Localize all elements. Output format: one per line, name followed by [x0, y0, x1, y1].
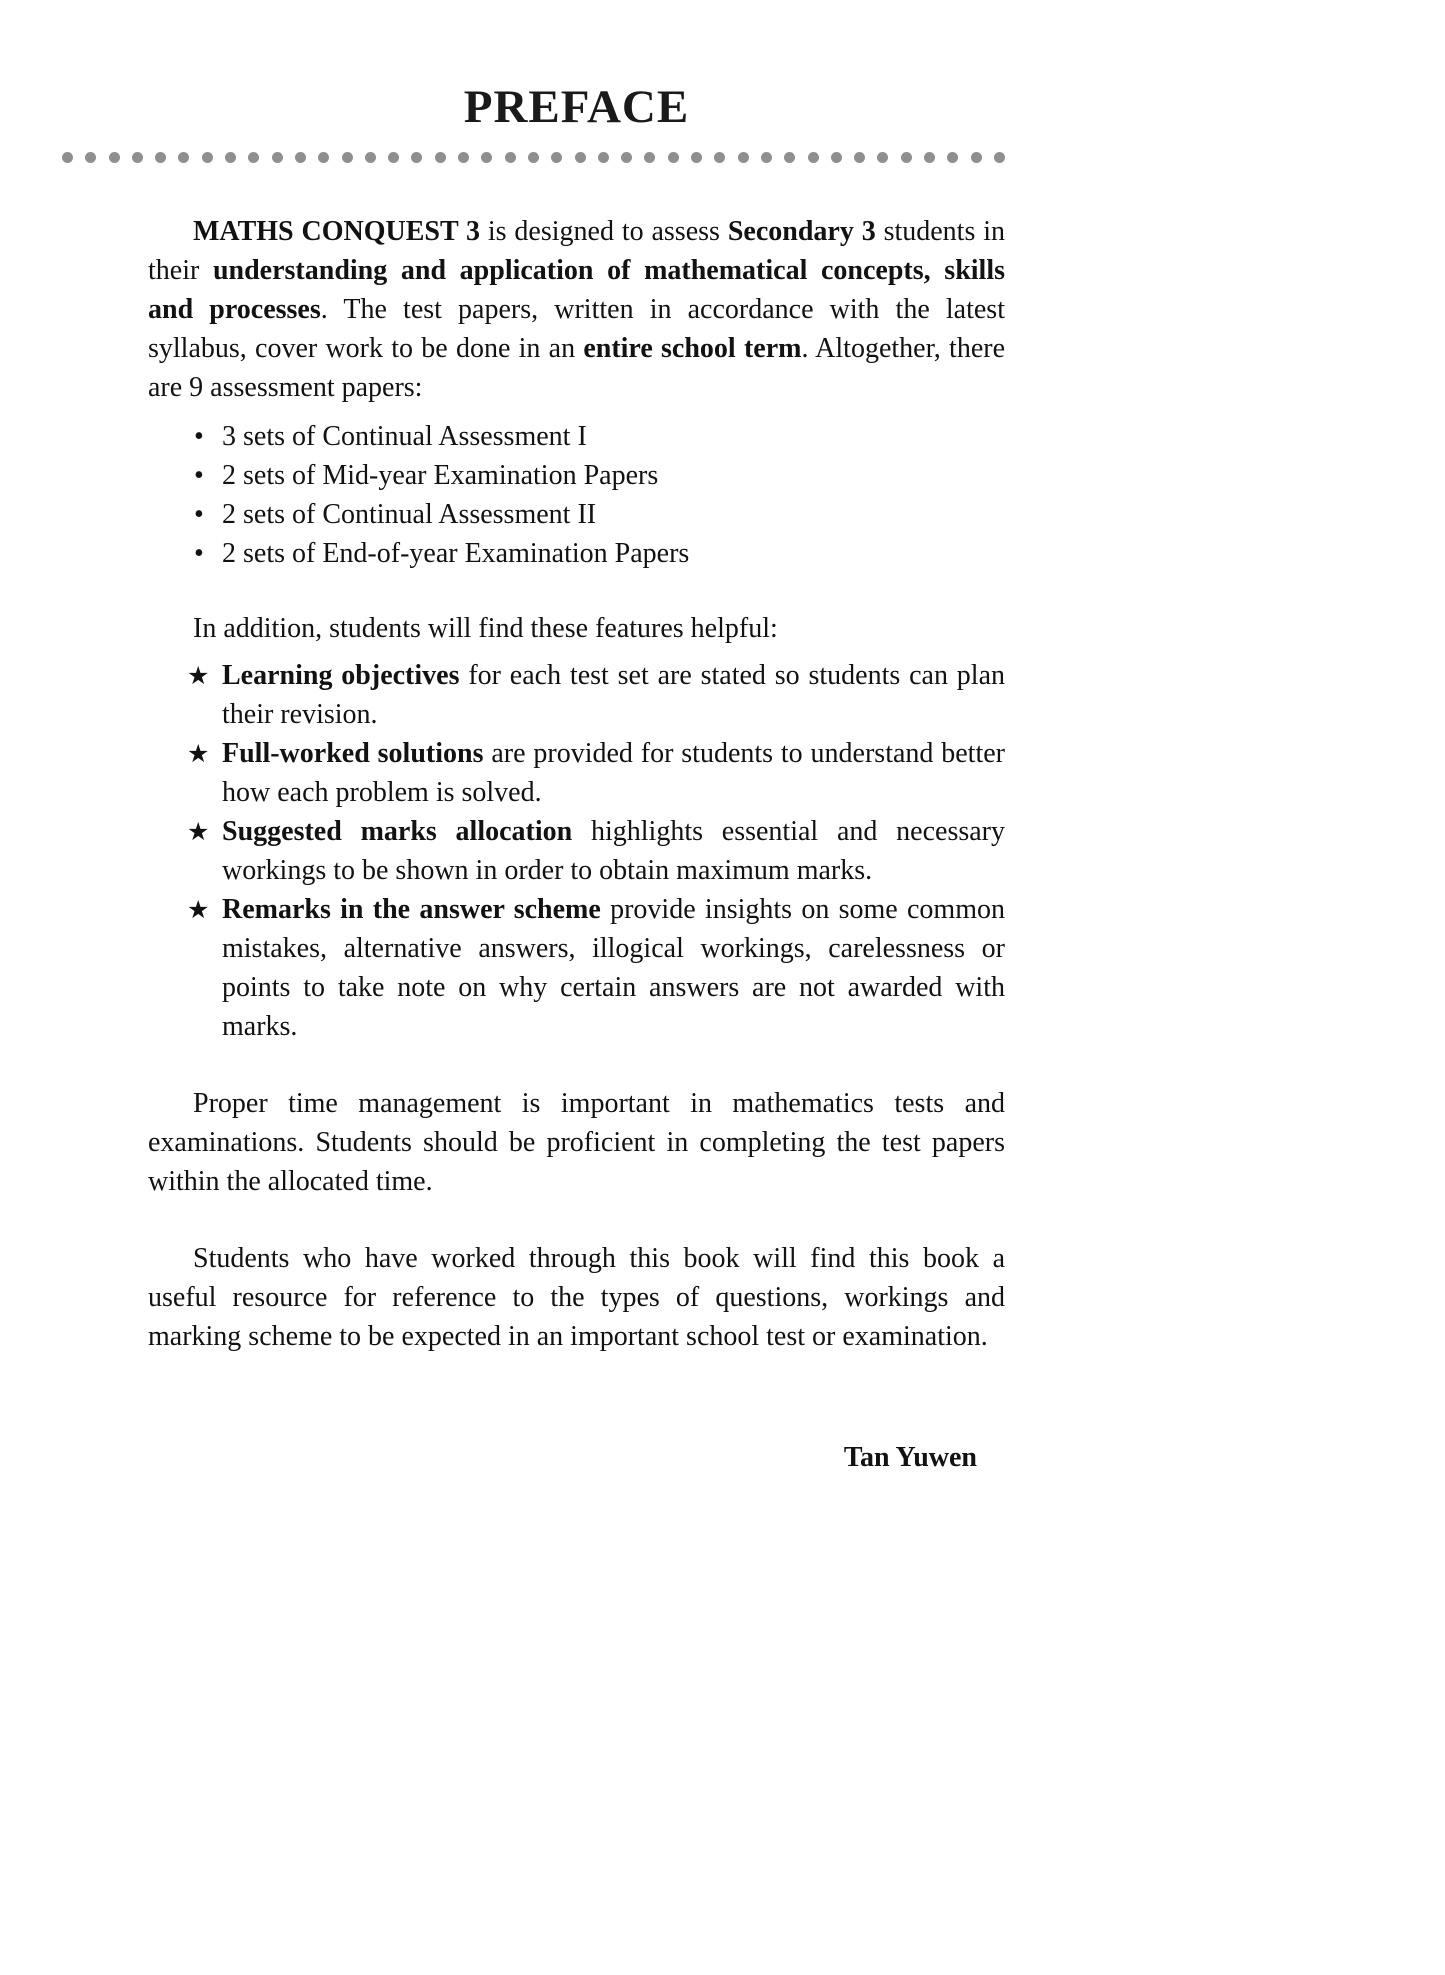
star-icon: ★	[187, 819, 210, 846]
divider-dot	[481, 152, 492, 163]
divider-dot	[342, 152, 353, 163]
bullet-icon: •	[194, 421, 204, 452]
star-icon: ★	[187, 741, 210, 768]
divider-dot	[155, 152, 166, 163]
divider-dot	[598, 152, 609, 163]
feature-item	[148, 734, 1005, 812]
divider-dot	[621, 152, 632, 163]
divider-dot	[109, 152, 120, 163]
list-item-text: 2 sets of Continual Assessment II	[222, 499, 597, 530]
page-title: PREFACE	[463, 81, 690, 133]
divider-dot	[761, 152, 772, 163]
features-list	[148, 656, 1005, 1046]
feature-text: provide insights on some common mistakes, alternative answers, illogical workings, carelessness or points to take note on why certain answers are not awarded with marks.	[222, 894, 1005, 1042]
divider-dot	[551, 152, 562, 163]
feature-item	[148, 656, 1005, 734]
divider-dot	[877, 152, 888, 163]
divider-dot	[901, 152, 912, 163]
divider-dot	[365, 152, 376, 163]
divider-dot	[202, 152, 213, 163]
divider-dot	[388, 152, 399, 163]
divider-dot	[994, 152, 1005, 163]
divider-dot	[947, 152, 958, 163]
feature-lead: Learning objectives	[222, 660, 460, 691]
divider-dot	[668, 152, 679, 163]
divider-dot	[714, 152, 725, 163]
divider-dot	[272, 152, 283, 163]
intro-paragraph: MATHS CONQUEST 3 is designed to assess Secondary 3 students in their understanding and application of mathematical concepts, skills and processes. The test papers, written in accordance with the latest syllabus, cover work to be done in an entire school term. Altogether, there are 9 assessment papers:	[148, 216, 1005, 403]
features-intro: In addition, students will find these features helpful:	[193, 613, 778, 644]
feature-text: for each test set are stated so students can plan their revision.	[222, 660, 1005, 730]
divider-dot	[225, 152, 236, 163]
feature-item	[148, 890, 1005, 1046]
feature-lead: Remarks in the answer scheme	[222, 894, 601, 925]
feature-lead: Full-worked solutions	[222, 738, 484, 769]
feature-lead: Suggested marks allocation	[222, 816, 573, 847]
divider-dot	[132, 152, 143, 163]
divider-dot	[505, 152, 516, 163]
divider-dot	[411, 152, 422, 163]
time-management-paragraph: Proper time management is important in mathematics tests and examinations. Students should be proficient in completing the test papers within the allocated time.	[148, 1088, 1005, 1197]
divider-dot	[784, 152, 795, 163]
dotted-divider	[62, 150, 1005, 164]
feature-item	[148, 812, 1005, 890]
divider-dot	[924, 152, 935, 163]
author-signature: Tan Yuwen	[843, 1442, 977, 1473]
list-item	[148, 534, 1005, 573]
star-icon: ★	[187, 663, 210, 690]
divider-dot	[808, 152, 819, 163]
divider-dot	[318, 152, 329, 163]
divider-dot	[458, 152, 469, 163]
assessment-papers-list	[148, 417, 1005, 573]
divider-dot	[738, 152, 749, 163]
divider-dot	[248, 152, 259, 163]
divider-dot	[528, 152, 539, 163]
star-icon: ★	[187, 897, 210, 924]
feature-text: are provided for students to understand better how each problem is solved.	[222, 738, 1005, 808]
closing-paragraph: Students who have worked through this book will find this book a useful resource for reference to the types of questions, workings and marking scheme to be expected in an important school test or examination.	[148, 1243, 1005, 1352]
divider-dot	[178, 152, 189, 163]
divider-dot	[575, 152, 586, 163]
list-item-text: 2 sets of End-of-year Examination Papers	[222, 538, 690, 569]
divider-dot	[691, 152, 702, 163]
list-item	[148, 456, 1005, 495]
divider-dot	[85, 152, 96, 163]
feature-text: highlights essential and necessary workings to be shown in order to obtain maximum marks.	[222, 816, 1005, 886]
bullet-icon: •	[194, 460, 204, 491]
preface-content	[148, 212, 1005, 1477]
bullet-icon: •	[194, 538, 204, 569]
divider-dot	[831, 152, 842, 163]
divider-dot	[435, 152, 446, 163]
divider-dot	[854, 152, 865, 163]
list-item-text: 2 sets of Mid-year Examination Papers	[222, 460, 659, 491]
divider-dot	[62, 152, 73, 163]
list-item-text: 3 sets of Continual Assessment I	[222, 421, 587, 452]
divider-dot	[644, 152, 655, 163]
list-item	[148, 417, 1005, 456]
list-item	[148, 495, 1005, 534]
divider-dot	[971, 152, 982, 163]
divider-dot	[295, 152, 306, 163]
bullet-icon: •	[194, 499, 204, 530]
